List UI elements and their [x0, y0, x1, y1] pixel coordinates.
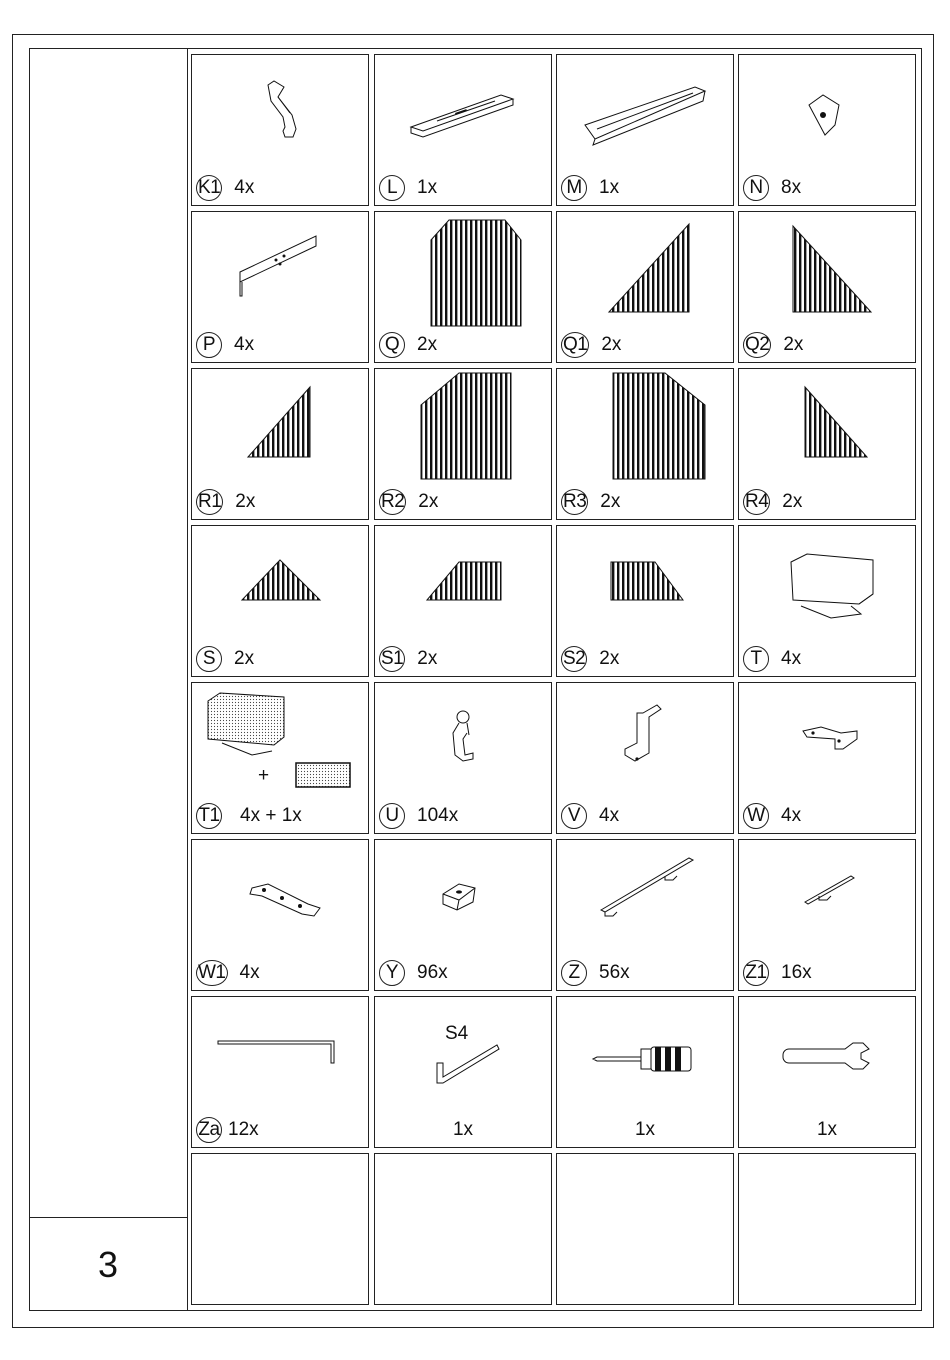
screwdriver-icon	[557, 997, 733, 1117]
part-qty: 2x	[782, 491, 803, 512]
part-id: P	[196, 332, 222, 358]
tool-label: S4	[445, 1023, 469, 1044]
corrugated-triangle-left-icon	[557, 212, 733, 332]
part-id: S	[196, 646, 222, 672]
part-label	[561, 489, 620, 515]
part-id: M	[561, 175, 587, 201]
part-cell-s	[191, 525, 369, 677]
part-id: R2	[379, 489, 406, 515]
part-label	[196, 960, 260, 986]
part-qty: 1x	[417, 177, 438, 198]
tool-qty: 1x	[452, 1119, 474, 1140]
part-id: L	[379, 175, 405, 201]
corrugated-angled-panel-right-icon	[557, 369, 733, 489]
part-label	[196, 803, 302, 829]
part-qty: 4x	[781, 648, 802, 669]
part-qty: 56x	[599, 962, 630, 983]
part-id: N	[743, 175, 769, 201]
empty-cell	[191, 1153, 369, 1305]
part-cell-s2	[556, 525, 734, 677]
long-tray-icon	[557, 55, 733, 175]
sidebar	[29, 48, 188, 1311]
part-label	[379, 175, 437, 201]
short-strip-icon	[739, 840, 915, 960]
long-hex-key-icon	[192, 997, 368, 1117]
tool-qty: 1x	[816, 1119, 838, 1140]
part-id: Y	[379, 960, 405, 986]
part-id: R3	[561, 489, 588, 515]
part-id: R1	[196, 489, 223, 515]
part-id: Q	[379, 332, 405, 358]
part-cell-w	[738, 682, 916, 834]
part-label	[379, 960, 448, 986]
part-id: V	[561, 803, 587, 829]
part-qty: 4x	[781, 805, 802, 826]
part-cell-q2	[738, 211, 916, 363]
part-id: T	[743, 646, 769, 672]
part-id: Z1	[743, 960, 769, 986]
z-bracket-icon	[557, 683, 733, 803]
parts-grid	[191, 54, 917, 1308]
empty-cell	[738, 1153, 916, 1305]
hex-key-icon	[375, 997, 551, 1117]
part-id: U	[379, 803, 405, 829]
part-label	[561, 175, 619, 201]
part-qty: 104x	[417, 805, 459, 826]
part-id: S1	[379, 646, 405, 672]
part-cell-za	[191, 996, 369, 1148]
corrugated-triangle-right-icon	[739, 212, 915, 332]
part-label	[561, 960, 630, 986]
part-label	[561, 332, 621, 358]
corrugated-panel-gable-icon	[375, 212, 551, 332]
tool-cell-hex-key	[374, 996, 552, 1148]
part-qty: 4x	[234, 177, 255, 198]
part-qty: 12x	[228, 1119, 259, 1140]
washer-block-icon	[375, 840, 551, 960]
part-cell-m	[556, 54, 734, 206]
part-label	[196, 175, 254, 201]
part-id: W1	[196, 960, 228, 986]
part-cell-r4	[738, 368, 916, 520]
part-label	[743, 646, 801, 672]
part-cell-u	[374, 682, 552, 834]
corrugated-small-triangle-right-icon	[739, 369, 915, 489]
page-number: 3	[29, 1217, 187, 1311]
part-qty: 2x	[234, 648, 255, 669]
part-cell-t1	[191, 682, 369, 834]
tool-cell-screwdriver	[556, 996, 734, 1148]
corrugated-angled-panel-left-icon	[375, 369, 551, 489]
part-label	[379, 646, 437, 672]
long-strip-icon	[557, 840, 733, 960]
corrugated-small-triangle-left-icon	[192, 369, 368, 489]
part-cell-r1	[191, 368, 369, 520]
part-id: W	[743, 803, 769, 829]
part-qty: 4x	[599, 805, 620, 826]
part-qty: 4x	[239, 962, 260, 983]
part-cell-v	[556, 682, 734, 834]
part-label	[379, 489, 438, 515]
hook-clip-icon	[375, 683, 551, 803]
part-label	[743, 960, 812, 986]
cover-sheet-icon	[739, 526, 915, 646]
part-label	[561, 803, 619, 829]
part-id: Z	[561, 960, 587, 986]
tool-cell-wrench	[738, 996, 916, 1148]
part-qty: 2x	[417, 648, 438, 669]
part-cell-q1	[556, 211, 734, 363]
part-label	[379, 803, 458, 829]
part-qty: 8x	[781, 177, 802, 198]
part-label	[196, 489, 255, 515]
part-qty: 2x	[235, 491, 256, 512]
part-cell-r3	[556, 368, 734, 520]
angle-bracket-icon	[739, 683, 915, 803]
foam-sheet-icon	[192, 683, 368, 803]
empty-cell	[374, 1153, 552, 1305]
part-cell-w1	[191, 839, 369, 991]
corrugated-small-gable-icon	[192, 526, 368, 646]
part-id: S2	[561, 646, 587, 672]
part-cell-n	[738, 54, 916, 206]
part-qty: 2x	[418, 491, 439, 512]
corrugated-trapezoid-left-icon	[375, 526, 551, 646]
part-id: R4	[743, 489, 770, 515]
part-qty: 4x + 1x	[240, 805, 302, 826]
part-cell-k1	[191, 54, 369, 206]
bracket-clip-icon	[192, 55, 368, 175]
part-label	[743, 175, 801, 201]
base-rail-icon	[375, 55, 551, 175]
part-cell-s1	[374, 525, 552, 677]
part-label	[196, 1117, 259, 1143]
part-qty: 2x	[600, 491, 621, 512]
flat-bar-icon	[192, 212, 368, 332]
part-qty: 96x	[417, 962, 448, 983]
part-cell-r2	[374, 368, 552, 520]
part-cell-z1	[738, 839, 916, 991]
part-label	[743, 332, 803, 358]
part-cell-z	[556, 839, 734, 991]
part-label	[743, 489, 802, 515]
part-id: K1	[196, 175, 222, 201]
part-label	[379, 332, 437, 358]
empty-cell	[556, 1153, 734, 1305]
part-id: T1	[196, 803, 222, 829]
part-qty: 2x	[599, 648, 620, 669]
part-cell-p	[191, 211, 369, 363]
part-id: Q2	[743, 332, 771, 358]
tool-qty: 1x	[634, 1119, 656, 1140]
part-id: Q1	[561, 332, 589, 358]
flat-connector-icon	[192, 840, 368, 960]
part-label	[561, 646, 619, 672]
corner-plate-icon	[739, 55, 915, 175]
part-label	[196, 646, 254, 672]
part-qty: 4x	[234, 334, 255, 355]
part-id: Za	[196, 1117, 222, 1143]
part-cell-q	[374, 211, 552, 363]
corrugated-trapezoid-right-icon	[557, 526, 733, 646]
part-qty: 2x	[601, 334, 622, 355]
part-cell-l	[374, 54, 552, 206]
part-qty: 2x	[783, 334, 804, 355]
plus-sign: +	[258, 765, 270, 786]
part-qty: 2x	[417, 334, 438, 355]
part-qty: 1x	[599, 177, 620, 198]
part-qty: 16x	[781, 962, 812, 983]
part-label	[743, 803, 801, 829]
wrench-icon	[739, 997, 915, 1117]
part-cell-y	[374, 839, 552, 991]
part-label	[196, 332, 254, 358]
part-cell-t	[738, 525, 916, 677]
